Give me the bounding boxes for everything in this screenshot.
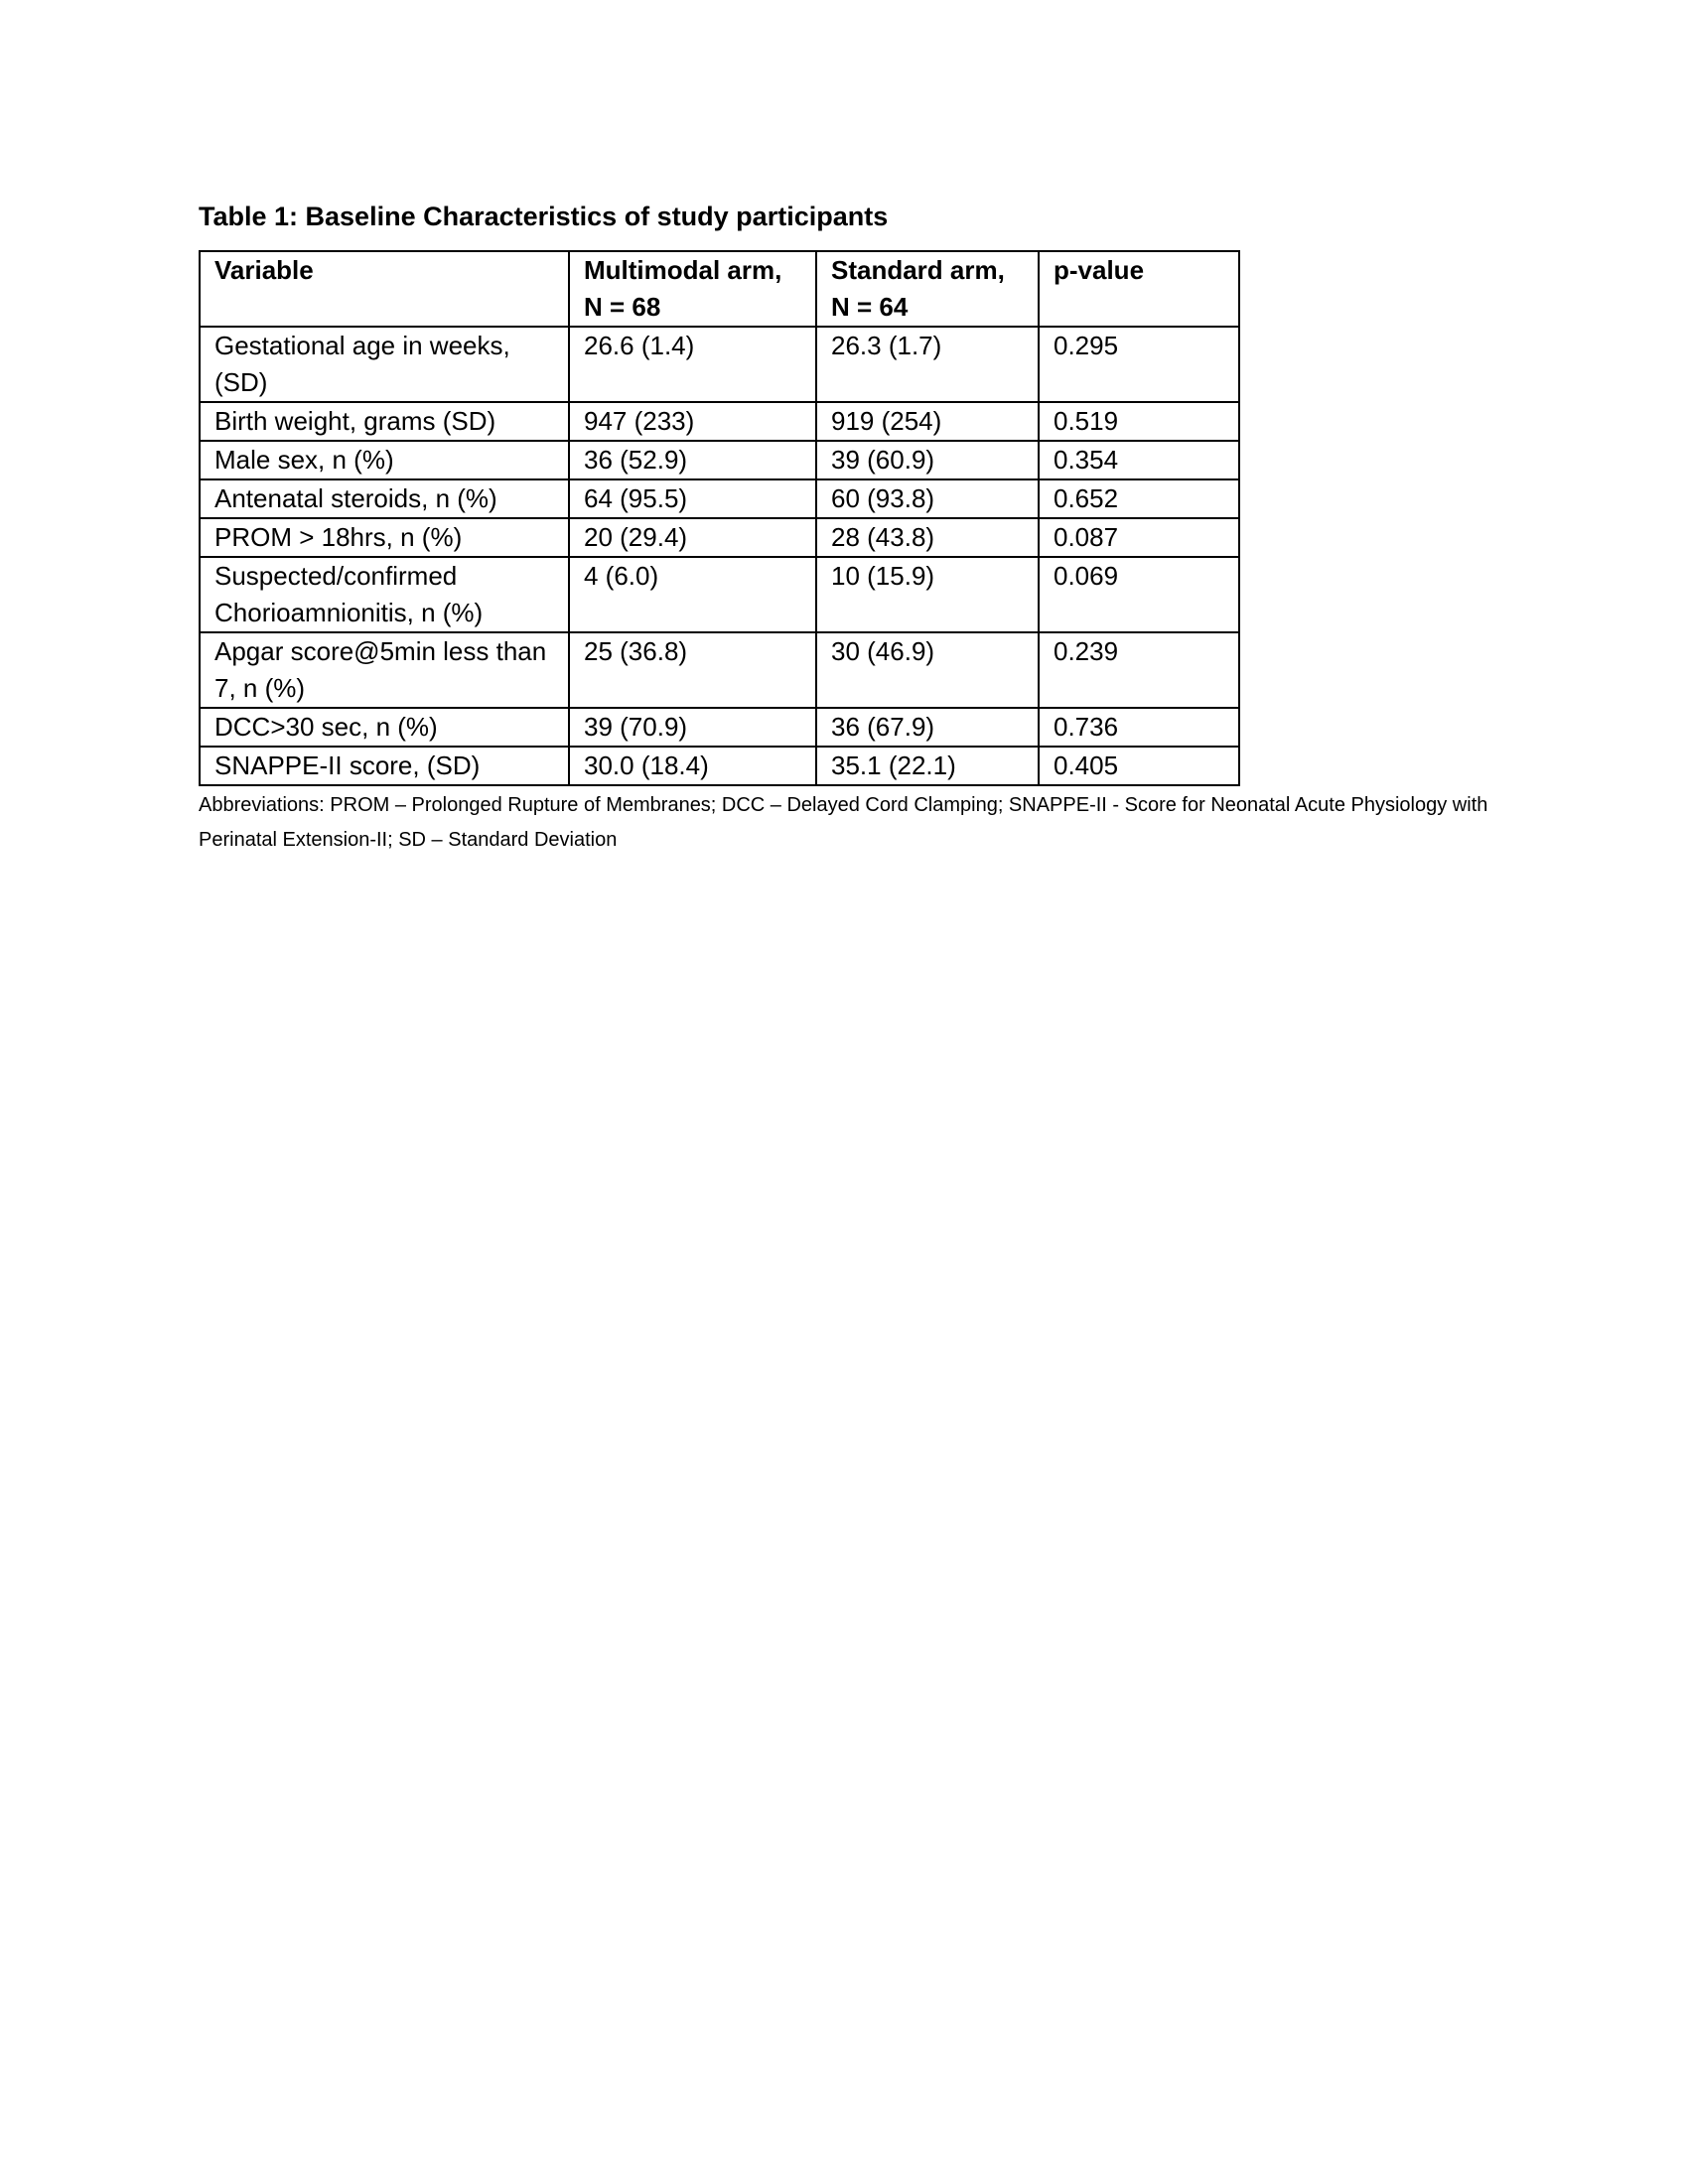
- cell-variable: Antenatal steroids, n (%): [200, 479, 569, 518]
- header-multimodal-arm: Multimodal arm, N = 68: [569, 251, 816, 327]
- cell-standard: 35.1 (22.1): [816, 747, 1039, 785]
- cell-p-value: 0.087: [1039, 518, 1239, 557]
- cell-standard: 39 (60.9): [816, 441, 1039, 479]
- cell-p-value: 0.354: [1039, 441, 1239, 479]
- cell-standard: 60 (93.8): [816, 479, 1039, 518]
- header-variable: Variable: [200, 251, 569, 327]
- cell-variable: Birth weight, grams (SD): [200, 402, 569, 441]
- cell-variable: DCC>30 sec, n (%): [200, 708, 569, 747]
- cell-multimodal: 20 (29.4): [569, 518, 816, 557]
- cell-p-value: 0.519: [1039, 402, 1239, 441]
- cell-standard: 30 (46.9): [816, 632, 1039, 708]
- cell-multimodal: 36 (52.9): [569, 441, 816, 479]
- cell-p-value: 0.652: [1039, 479, 1239, 518]
- table-row: [200, 632, 1239, 708]
- cell-p-value: 0.736: [1039, 708, 1239, 747]
- cell-variable: Suspected/confirmed Chorioamnionitis, n (%): [200, 557, 569, 632]
- table-row: [200, 479, 1239, 518]
- table-row: [200, 327, 1239, 402]
- table-row: [200, 557, 1239, 632]
- cell-variable: SNAPPE-II score, (SD): [200, 747, 569, 785]
- cell-variable: Male sex, n (%): [200, 441, 569, 479]
- table-header-row: [200, 251, 1239, 327]
- document-page: [199, 199, 1489, 858]
- cell-p-value: 0.405: [1039, 747, 1239, 785]
- cell-multimodal: 26.6 (1.4): [569, 327, 816, 402]
- cell-multimodal: 947 (233): [569, 402, 816, 441]
- cell-p-value: 0.295: [1039, 327, 1239, 402]
- cell-standard: 26.3 (1.7): [816, 327, 1039, 402]
- abbreviations-footnote: Abbreviations: PROM – Prolonged Rupture of Membranes; DCC – Delayed Cord Clamping; SNAPPE-II - Score for Neonatal Acute Physiology with Perinatal Extension-II; SD – Standard Deviation: [199, 794, 1488, 851]
- cell-variable: PROM > 18hrs, n (%): [200, 518, 569, 557]
- cell-p-value: 0.069: [1039, 557, 1239, 632]
- cell-multimodal: 39 (70.9): [569, 708, 816, 747]
- cell-standard: 36 (67.9): [816, 708, 1039, 747]
- cell-standard: 10 (15.9): [816, 557, 1039, 632]
- cell-p-value: 0.239: [1039, 632, 1239, 708]
- table-row: [200, 441, 1239, 479]
- table-title: Table 1: Baseline Characteristics of study participants: [199, 202, 889, 231]
- table-row: [200, 518, 1239, 557]
- cell-multimodal: 25 (36.8): [569, 632, 816, 708]
- header-standard-arm: Standard arm, N = 64: [816, 251, 1039, 327]
- cell-multimodal: 4 (6.0): [569, 557, 816, 632]
- cell-standard: 28 (43.8): [816, 518, 1039, 557]
- table-row: [200, 402, 1239, 441]
- header-p-value: p-value: [1039, 251, 1239, 327]
- cell-variable: Apgar score@5min less than 7, n (%): [200, 632, 569, 708]
- cell-multimodal: 64 (95.5): [569, 479, 816, 518]
- cell-standard: 919 (254): [816, 402, 1039, 441]
- table-row: [200, 708, 1239, 747]
- cell-multimodal: 30.0 (18.4): [569, 747, 816, 785]
- cell-variable: Gestational age in weeks, (SD): [200, 327, 569, 402]
- table-row: [200, 747, 1239, 785]
- baseline-characteristics-table: [199, 250, 1240, 786]
